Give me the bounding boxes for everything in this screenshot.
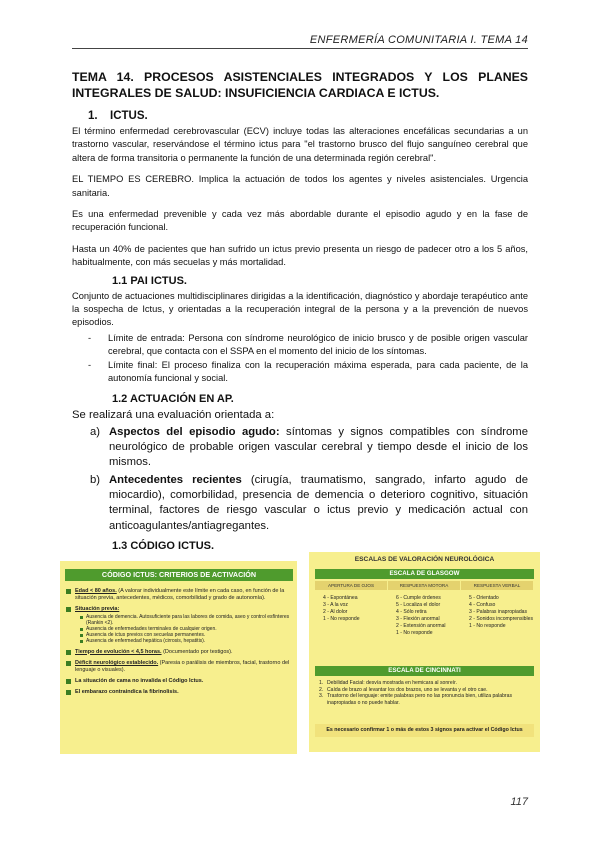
section-1-3-heading: 1.3 CÓDIGO ICTUS. [112, 539, 215, 552]
codigo-ictus-figure [60, 561, 297, 754]
column-header: RESPUESTA VERBAL [461, 581, 534, 590]
paragraph-ecv-definition: El término enfermedad cerebrovascular (ECV) incluye todas las alteraciones encefálicas secundarias a un trastorno vascular, reservándose el término ictus para "el trastorno brusco del flujo sanguíneo cerebral que altera de forma transitoria o permanente la función de una determinada región cerebral". [72, 126, 528, 163]
scale-item: 3 - A la voz [323, 602, 348, 608]
bullet-square [66, 679, 71, 684]
sub-item: Ausencia de demencia. Autosuficiente para las labores de comida, aseo y control esfínteres (Rankin <2). [80, 614, 291, 626]
criterion-label: Edad < 80 años. [75, 588, 117, 594]
header-rule [72, 48, 528, 49]
sub-item: Ausencia de enfermedad hepática (cirrosis, hepatitis). [80, 638, 291, 644]
scale-item: 5 - Localiza el dolor [396, 602, 441, 608]
section-1-heading [88, 110, 528, 122]
section-1-1-heading: 1.1 PAI ICTUS. [112, 274, 187, 287]
scale-item: 2 - Al dolor [323, 609, 348, 615]
glasgow-col-motor [388, 581, 461, 637]
criterion-text: (A valorar individualmente este límite en cada caso, en función de la situación previa, antecedentes, médicos, comorbilidad y grado de autonomía). [75, 588, 285, 602]
scale-item: 4 - Espontánea [323, 595, 358, 601]
sub-item: Ausencia de enfermedades terminales de cualquier origen. [80, 626, 291, 632]
figure-title: CÓDIGO ICTUS: CRITERIOS DE ACTIVACIÓN [65, 569, 293, 581]
list-item-bold: Aspectos del episodio agudo: [109, 425, 280, 438]
paragraph-prevenible: Es una enfermedad prevenible y cada vez más abordable durante el episodio agudo y en la fase de recuperación funcional. [72, 209, 528, 233]
list-marker: a) [90, 425, 101, 438]
glasgow-table [315, 581, 534, 661]
paragraph-riesgo: Hasta un 40% de pacientes que han sufrido un ictus previo presenta un riesgo de padecer otro a los 5 años, habitualmente, con más secuelas y más mortalidad. [72, 243, 528, 268]
list-item: - Límite final: El proceso finaliza con la recuperación máxima esperada, para cada paciente, de la autonomía funcional y social. [88, 359, 528, 386]
glasgow-col-verbal [461, 581, 534, 630]
bullet-square [66, 589, 71, 594]
item-text: Trastorno del lenguaje: emite palabras pero no las pronuncia bien, utiliza palabras inapropiadas o no puede hablar. [327, 693, 512, 706]
paragraph-pai-definition: Conjunto de actuaciones multidisciplinares dirigidas a la identificación, diagnóstico y abordaje terapéutico ante la sospecha de Ictus, y orientadas a la recuperación integral de la persona y a la prevención de nuevos episodios. [72, 290, 528, 328]
criteria-list [66, 588, 291, 701]
criterion-text: (Documentado por testigos). [161, 648, 233, 655]
criterion-label: Déficit neurológico establecido. [75, 659, 159, 666]
scale-item: 2 - Extensión anormal [396, 623, 446, 629]
item-number: 1. [319, 680, 324, 686]
section-1-2-heading: 1.2 ACTUACIÓN EN AP. [112, 392, 234, 405]
scale-item: 4 - Sólo retira [396, 609, 427, 615]
header-text: ENFERMERÍA COMUNITARIA I. TEMA 14 [309, 34, 528, 46]
criterion-cama [66, 678, 291, 685]
item-text: Debilidad Facial: desvía mostrada en hemicara al sonreír. [327, 680, 457, 686]
figure-title: ESCALAS DE VALORACIÓN NEUROLÓGICA [354, 556, 495, 563]
criterion-edad [66, 588, 291, 602]
list-item-text: (cirugía, traumatismo, sangrado, infarto agudo de miocardio), comorbilidad, presencia de demencia o deterioro cognitivo, situación terminal, factores de riesgo vascular o ictus previo y medicación actual con anticoagulantes/antiagregantes. [109, 473, 528, 532]
item-number: 3. [319, 693, 324, 700]
sub-item: Ausencia de ictus previos con secuelas permanentes. [80, 632, 291, 638]
paragraph-tiempo-cerebro: EL TIEMPO ES CEREBRO. Implica la actuación de todos los agentes y niveles asistenciales. Urgencia sanitaria. [72, 174, 528, 198]
section-1-title: ICTUS. [110, 110, 148, 122]
cincinnati-title: ESCALA DE CINCINNATI [315, 666, 534, 676]
list-item [90, 425, 528, 471]
paragraph-evaluacion-intro: Se realizará una evaluación orientada a: [72, 408, 275, 421]
bullet-square [66, 650, 71, 655]
scale-item: 2 - Sonidos incomprensibles [469, 616, 533, 622]
list-marker: b) [90, 473, 101, 486]
main-content [72, 70, 528, 555]
list-item-bold: Antecedentes recientes [109, 473, 242, 486]
criterion-label: Situación previa: [75, 606, 120, 613]
criterion-label: El embarazo contraindica la fibrinolisis. [75, 689, 179, 696]
list-item-text: síntomas y signos compatibles con síndrome neurológico de probable origen vascular cerebral y tiempo desde el inicio de los mismos. [109, 425, 528, 469]
scale-item: 3 - Palabras inapropiadas [469, 609, 528, 615]
column-header: APERTURA DE OJOS [315, 581, 388, 590]
scale-item: 1 - No responde [396, 630, 433, 636]
bullet-square [66, 607, 71, 612]
bullet-square [66, 690, 71, 695]
criterion-text: (Paresia o parálisis de miembros, facial, trastorno del lenguaje o visuales). [75, 659, 290, 674]
page-header [0, 0, 600, 56]
scale-item: 5 - Orientado [469, 595, 499, 601]
scale-item: 6 - Cumple órdenes [396, 595, 441, 601]
escalas-figure [309, 552, 540, 752]
column-header: RESPUESTA MOTORA [388, 581, 461, 590]
scale-item: 1 - No responde [323, 616, 360, 622]
criterion-label: Tiempo de evolución < 4,5 horas. [75, 648, 162, 655]
scale-item: 3 - Flexión anormal [396, 616, 440, 622]
cincinnati-item [319, 687, 534, 694]
bullet-square [66, 661, 71, 666]
section-1-number: 1. [88, 110, 98, 122]
page-number: 117 [510, 796, 528, 808]
criterion-situacion [66, 606, 291, 644]
pai-limits-list [72, 332, 528, 386]
criterion-embarazo [66, 689, 291, 696]
cincinnati-list [319, 680, 534, 706]
glasgow-title: ESCALA DE GLASGOW [315, 569, 534, 579]
criterion-label: La situación de cama no invalida el Código Ictus. [75, 678, 204, 685]
criterion-tiempo [66, 649, 291, 656]
criterion-deficit [66, 660, 291, 674]
document-title: TEMA 14. PROCESOS ASISTENCIALES INTEGRADOS Y LOS PLANES INTEGRALES DE SALUD: INSUFICIENCIA CARDIACA E ICTUS. [72, 70, 528, 100]
cincinnati-item [319, 693, 534, 706]
item-number: 2. [319, 686, 324, 693]
scale-item: 1 - No responde [469, 623, 506, 629]
item-text: Caída de brazo al levantar los dos brazos, uno se levanta y el otro cae. [327, 686, 488, 693]
evaluation-list [72, 425, 528, 534]
cincinnati-note: Es necesario confirmar 1 o más de estos 3 signos para activar el Código Ictus [315, 724, 534, 737]
cincinnati-item [319, 680, 534, 687]
glasgow-col-eyes [315, 581, 388, 623]
criterion-sublist [75, 614, 291, 645]
list-item: - Límite de entrada: Persona con síndrome neurológico de inicio brusco y de posible origen vascular cerebral, que contacta con el SSPA en el momento del inicio de los síntomas. [88, 332, 528, 359]
list-item [90, 473, 528, 534]
scale-item: 4 - Confuso [469, 602, 496, 608]
